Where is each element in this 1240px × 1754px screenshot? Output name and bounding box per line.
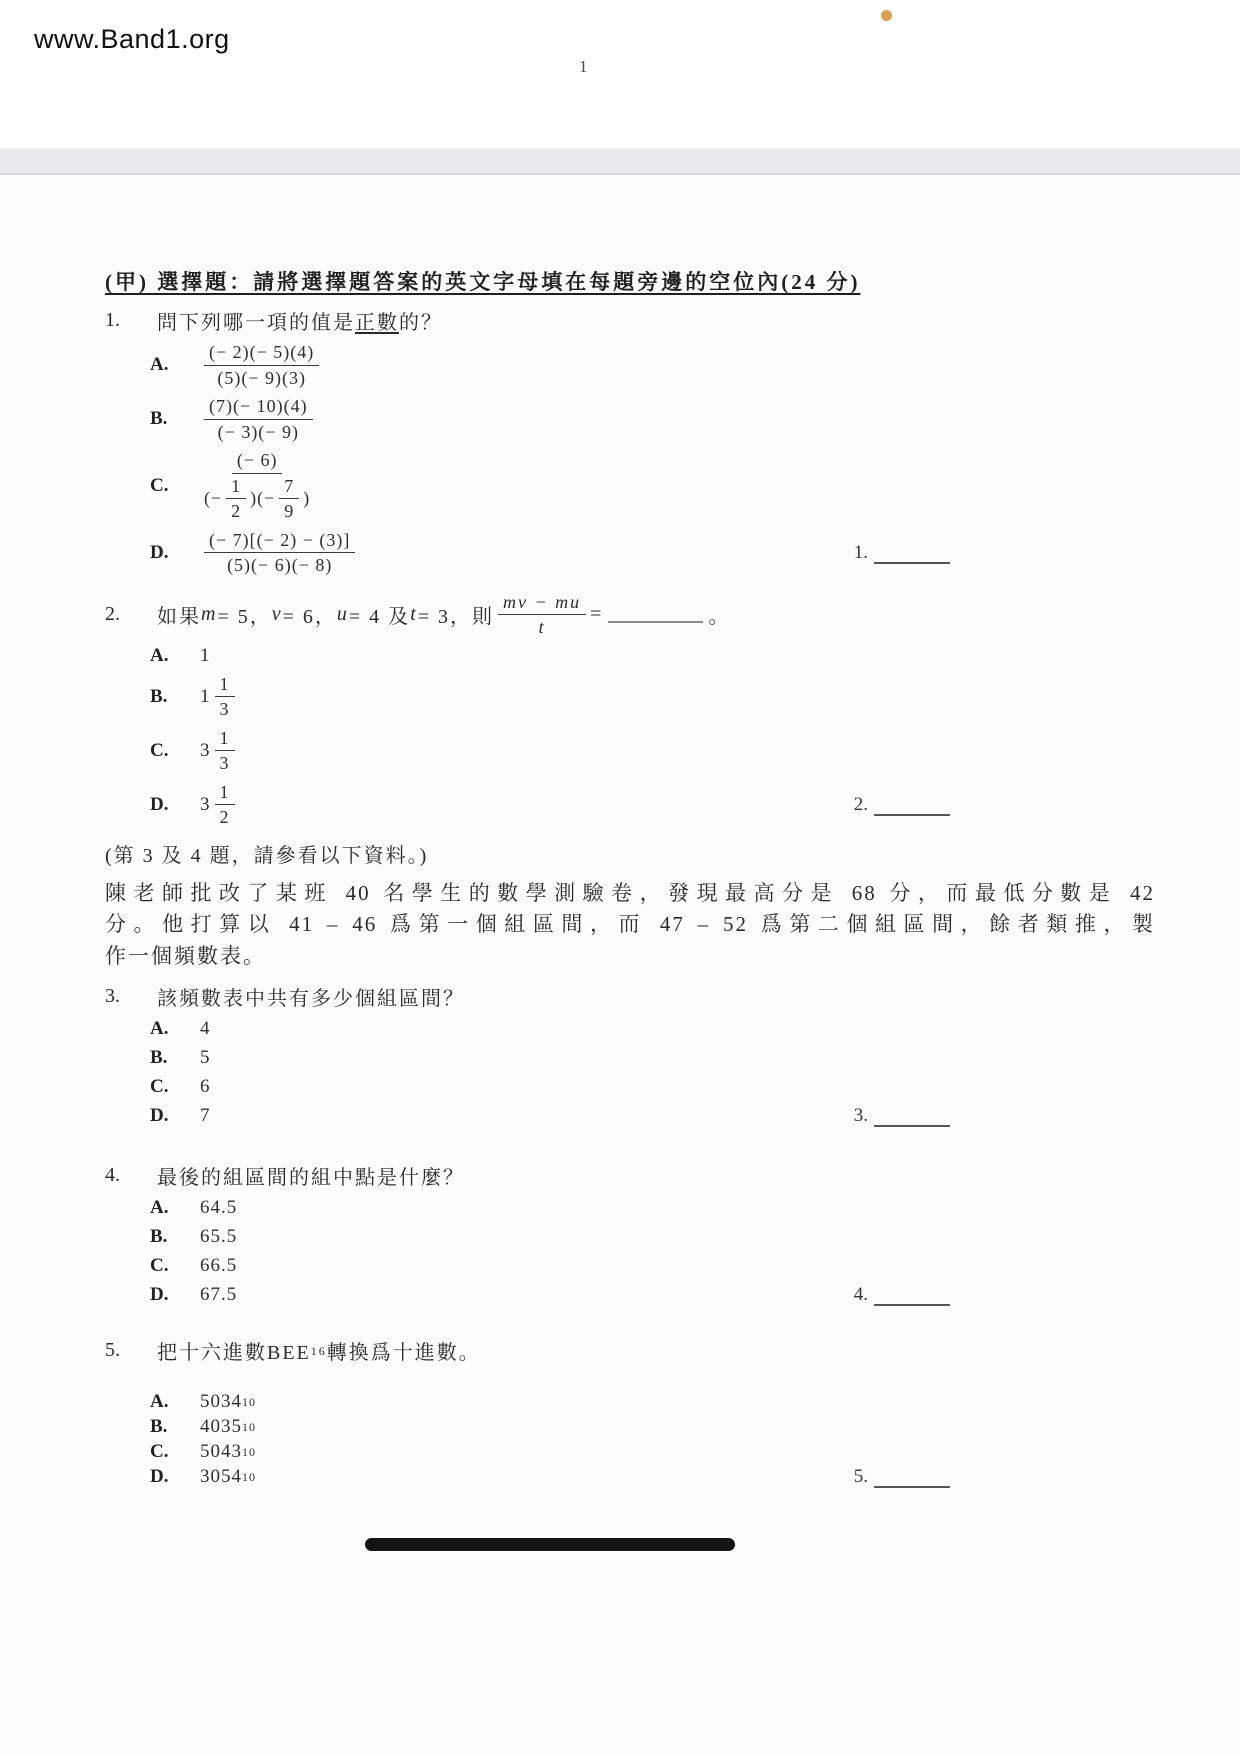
passage-paragraph (105, 878, 1155, 973)
option-label: D. (150, 1284, 169, 1305)
question-head (105, 1161, 950, 1190)
answer-label: 5. (853, 1466, 868, 1487)
fraction-numerator: 1 (215, 673, 235, 698)
option-label: A. (150, 354, 169, 375)
fraction (498, 591, 586, 639)
answer-slot (854, 1284, 950, 1306)
question-q2 (105, 591, 950, 829)
fraction-denominator: 2 (219, 807, 230, 827)
option-content (200, 529, 359, 577)
answer-blank (874, 1288, 950, 1306)
option-row (150, 1416, 950, 1438)
fraction (279, 475, 299, 523)
question-q1 (105, 306, 950, 577)
fill-in-blank (608, 607, 703, 623)
answer-blank (874, 546, 950, 564)
option-content: 1 $\frac{1}{3}$ (200, 673, 239, 721)
option-content: 3 $\frac{1}{3}$ (200, 727, 239, 775)
question-prompt: 該頻數表中共有多少個組區間？ (157, 988, 465, 1010)
option-content (200, 449, 314, 523)
question-prompt: 如果 m = 5， v = 6， u = 4 及 t = 3，則 $\frac{mv - mu}{t}$ = 。 (157, 591, 731, 637)
exam-content (105, 266, 1155, 1491)
passage-line: 陳老師批改了某班 40 名學生的數學測驗卷，發現最高分是 68 分，而最低分數是 42 (105, 880, 1155, 905)
answer-blank (874, 1470, 950, 1488)
fraction-denominator: 9 (284, 501, 295, 521)
answer-label: 3. (853, 1105, 868, 1126)
passage-line: 作一個頻數表。 (105, 943, 266, 968)
option-row (150, 1105, 950, 1127)
question-options (105, 645, 950, 829)
answer-slot (854, 1466, 950, 1488)
answer-label: 2. (853, 793, 868, 815)
option-label: C. (150, 1441, 169, 1462)
fraction (204, 341, 319, 389)
option-content: 3 $\frac{1}{2}$ (200, 781, 239, 829)
question-prompt: 問下列哪一項的值是 正數 的？ (157, 312, 443, 334)
question-number: 3. (105, 985, 120, 1007)
question-number: 1. (105, 309, 120, 331)
option-row (150, 1018, 950, 1040)
answer-slot (854, 542, 950, 564)
page-number: 1 (579, 57, 588, 76)
passage (105, 839, 1155, 973)
option-row (150, 1197, 950, 1219)
option-label: C. (150, 1076, 169, 1097)
fraction-numerator: 7 (279, 475, 299, 500)
option-row (150, 673, 950, 721)
fraction-numerator: (− 7)[(− 2) − (3)] (204, 529, 355, 554)
fraction (215, 781, 235, 829)
option-label: C. (150, 1255, 169, 1276)
question-number: 2. (105, 603, 120, 625)
fraction-denominator: 3 (219, 699, 230, 719)
option-content: 5043 10 (200, 1441, 256, 1462)
option-content: 66.5 (200, 1255, 238, 1276)
option-label: A. (150, 644, 169, 666)
option-content: 65.5 (200, 1226, 238, 1247)
option-label: A. (150, 1391, 169, 1412)
option-content: 4035 10 (200, 1416, 256, 1437)
question-q5 (105, 1336, 950, 1488)
answer-label: 4. (853, 1284, 868, 1305)
question-options (105, 1197, 950, 1306)
question-head (105, 306, 950, 335)
question-prompt: 把十六進數BEE 16 轉換爲十進數。 (157, 1342, 481, 1364)
section-title: (甲) 選擇題：請將選擇題答案的英文字母填在每題旁邊的空位內(24 分) (105, 270, 861, 294)
question-options (105, 341, 950, 577)
question-number: 5. (105, 1339, 120, 1361)
option-content: 5 (200, 1047, 211, 1068)
option-label: C. (150, 474, 169, 496)
fraction-numerator: mv − mu (498, 591, 586, 616)
status-dot-icon (881, 10, 892, 21)
question-head (105, 1336, 950, 1365)
option-label: D. (150, 1466, 169, 1487)
option-label: B. (150, 1226, 168, 1247)
fraction (226, 475, 246, 523)
answer-blank (874, 1109, 950, 1127)
passage-line: 分。他打算以 41 – 46 爲第一個組區間，而 47 – 52 爲第二個組區間，餘者類推，製 (105, 912, 1155, 936)
fraction-denominator: (5)(− 6)(− 8) (227, 555, 333, 575)
option-content: 7 (200, 1105, 211, 1126)
question-options (105, 1018, 950, 1127)
fraction-numerator: (− 2)(− 5)(4) (204, 341, 319, 366)
question-prompt: 最後的組區間的組中點是什麼？ (157, 1167, 465, 1189)
fraction (204, 529, 355, 577)
option-label: B. (150, 408, 168, 429)
fraction-numerator: (7)(− 10)(4) (204, 395, 313, 420)
option-row (150, 395, 950, 443)
option-row (150, 529, 950, 577)
answer-blank (874, 798, 950, 816)
answer-slot (854, 794, 950, 816)
option-content: 64.5 (200, 1197, 238, 1218)
option-content: 67.5 (200, 1284, 238, 1305)
answer-slot (854, 1105, 950, 1127)
option-content: 5034 10 (200, 1391, 256, 1412)
fraction (204, 449, 310, 523)
question-number: 4. (105, 1164, 120, 1186)
option-content (200, 395, 317, 443)
question-head (105, 982, 950, 1011)
question-options (105, 1391, 950, 1488)
option-label: B. (150, 1047, 168, 1068)
fraction (204, 395, 313, 443)
option-label: B. (150, 685, 168, 707)
question-head (105, 591, 950, 639)
option-label: B. (150, 1416, 168, 1437)
fraction-denominator: (− 3)(− 9) (217, 421, 299, 442)
option-row (150, 1466, 950, 1488)
option-content: 1 (200, 644, 211, 666)
option-row (150, 1047, 950, 1069)
fraction-denominator: 2 (231, 501, 242, 521)
option-content: 3054 10 (200, 1466, 256, 1487)
fraction (215, 727, 235, 775)
answer-label: 1. (853, 541, 868, 563)
fraction-numerator: 1 (215, 727, 235, 752)
fraction (215, 673, 235, 721)
option-label: A. (150, 1197, 169, 1218)
option-row (150, 1255, 950, 1277)
option-row (150, 341, 950, 389)
fraction-denominator: (5)(− 9)(3) (217, 367, 306, 388)
watermark-text: www.Band1.org (34, 24, 230, 54)
option-label: D. (150, 541, 169, 563)
browser-top-area (0, 0, 1240, 148)
option-row (150, 727, 950, 775)
question-q3 (105, 982, 950, 1127)
fraction-denominator: 3 (219, 753, 230, 773)
option-label: C. (150, 739, 169, 761)
passage-intro: (第 3 及 4 題，請參看以下資料。) (105, 844, 429, 867)
option-row (150, 781, 950, 829)
option-label: D. (150, 793, 169, 815)
option-row (150, 1441, 950, 1463)
fraction-numerator: 1 (226, 475, 246, 500)
option-content (200, 341, 323, 389)
fraction-numerator: (− 6) (232, 449, 283, 474)
option-label: D. (150, 1105, 169, 1126)
page-divider (0, 148, 1240, 175)
option-row (150, 645, 950, 667)
option-row (150, 1226, 950, 1248)
option-row (150, 449, 950, 523)
option-content: 6 (200, 1076, 211, 1097)
fraction-denominator: (− $\frac{1}{2}$ )(− $\frac{7}{9}$ ) (204, 475, 311, 521)
fraction-denominator: t (538, 617, 546, 637)
question-blocks (105, 306, 1155, 1488)
option-row (150, 1391, 950, 1413)
question-q4 (105, 1161, 950, 1306)
option-content: 4 (200, 1018, 211, 1039)
fraction-numerator: 1 (215, 781, 235, 806)
home-indicator[interactable] (365, 1538, 735, 1551)
option-row (150, 1284, 950, 1306)
option-row (150, 1076, 950, 1098)
option-label: A. (150, 1018, 169, 1039)
